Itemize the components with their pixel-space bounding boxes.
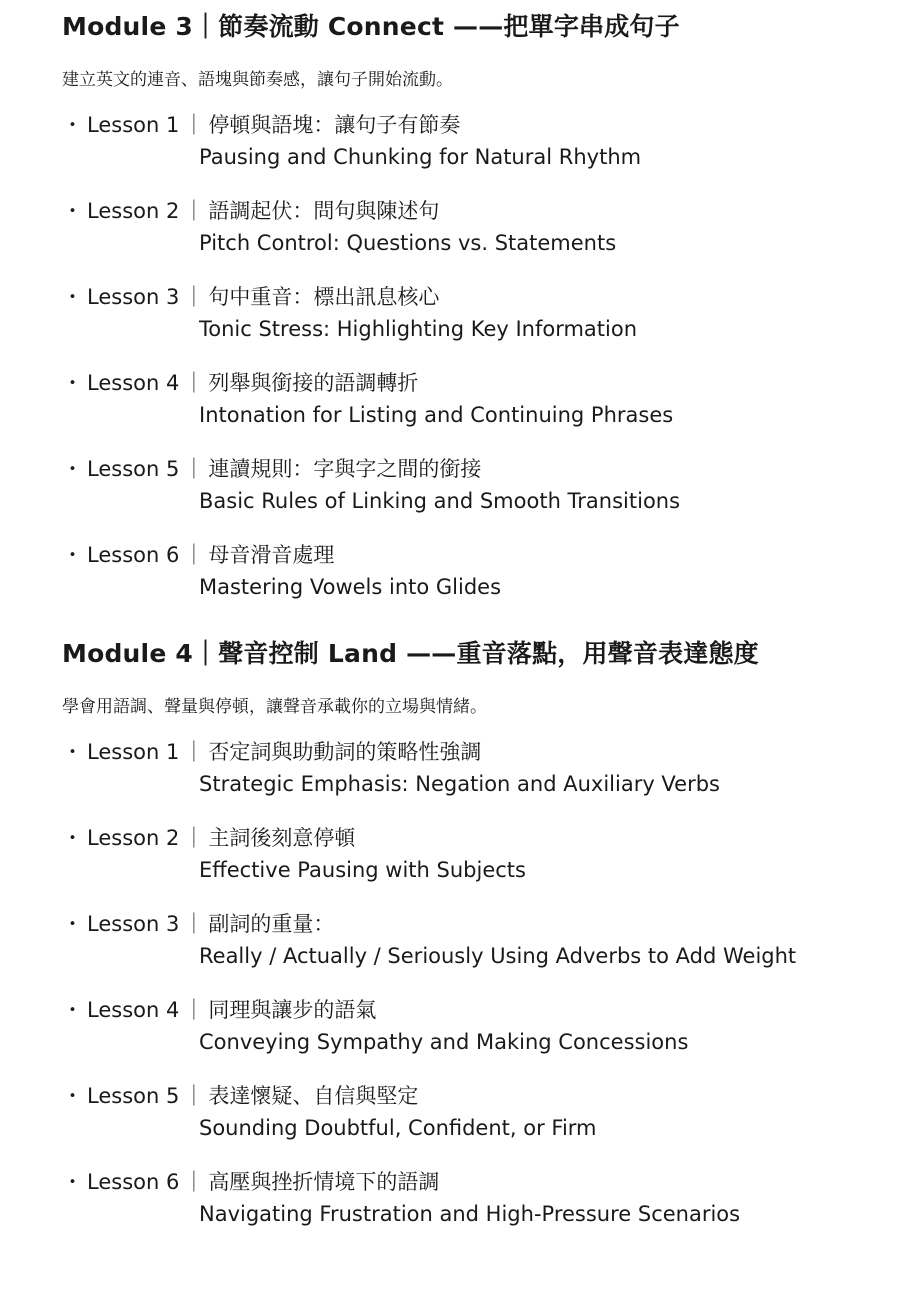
separator: ｜ <box>183 457 205 481</box>
lesson-title-en: Pitch Control: Questions vs. Statements <box>199 231 617 255</box>
separator: ｜ <box>183 199 205 223</box>
bullet: ・ <box>62 912 83 936</box>
lesson-title-en: Conveying Sympathy and Making Concessions <box>199 1030 689 1054</box>
lesson-title-zh: 列舉與銜接的語調轉折 <box>208 371 419 395</box>
lesson-item <box>62 282 882 368</box>
lesson-title-en: Pausing and Chunking for Natural Rhythm <box>199 145 642 169</box>
bullet: ・ <box>62 543 83 567</box>
lesson-title-en: Strategic Emphasis: Negation and Auxiliary Verbs <box>199 772 720 796</box>
bullet: ・ <box>62 740 83 764</box>
lesson-item <box>62 454 882 540</box>
lesson-item <box>62 196 882 282</box>
lesson-label: Lesson 2 <box>87 826 180 850</box>
lesson-label: Lesson 4 <box>87 371 180 395</box>
lesson-item <box>62 1167 882 1253</box>
lesson-label: Lesson 3 <box>87 912 180 936</box>
lesson-list <box>62 737 882 1253</box>
lesson-title-en: Intonation for Listing and Continuing Phrases <box>199 403 674 427</box>
lesson-item <box>62 368 882 454</box>
lesson-title-zh: 停頓與語塊：讓句子有節奏 <box>208 113 461 137</box>
lesson-title-en: Navigating Frustration and High-Pressure Scenarios <box>199 1202 741 1226</box>
lesson-label: Lesson 5 <box>87 1084 180 1108</box>
lesson-title-zh: 否定詞與助動詞的策略性強調 <box>208 740 482 764</box>
bullet: ・ <box>62 285 83 309</box>
separator: ｜ <box>183 1084 205 1108</box>
bullet: ・ <box>62 457 83 481</box>
lesson-title-zh: 高壓與挫折情境下的語調 <box>208 1170 440 1194</box>
lesson-item <box>62 995 882 1081</box>
bullet: ・ <box>62 1170 83 1194</box>
separator: ｜ <box>183 1170 205 1194</box>
separator: ｜ <box>183 998 205 1022</box>
lesson-item <box>62 737 882 823</box>
bullet: ・ <box>62 113 83 137</box>
separator: ｜ <box>183 285 205 309</box>
lesson-label: Lesson 5 <box>87 457 180 481</box>
lesson-title-zh: 母音滑音處理 <box>208 543 335 567</box>
separator: ｜ <box>183 912 205 936</box>
module-3 <box>62 10 882 626</box>
lesson-item <box>62 540 882 626</box>
separator: ｜ <box>183 826 205 850</box>
module-description: 建立英文的連音、語塊與節奏感，讓句子開始流動。 <box>62 70 453 90</box>
lesson-title-zh: 連讀規則：字與字之間的銜接 <box>208 457 482 481</box>
lesson-title-en: Mastering Vowels into Glides <box>199 575 502 599</box>
bullet: ・ <box>62 998 83 1022</box>
lesson-title-zh: 句中重音：標出訊息核心 <box>208 285 440 309</box>
lesson-title-en: Tonic Stress: Highlighting Key Information <box>199 317 638 341</box>
bullet: ・ <box>62 1084 83 1108</box>
lesson-title-en: Basic Rules of Linking and Smooth Transitions <box>199 489 681 513</box>
lesson-title-en: Sounding Doubtful, Confident, or Firm <box>199 1116 597 1140</box>
lesson-label: Lesson 6 <box>87 1170 180 1194</box>
lesson-label: Lesson 2 <box>87 199 180 223</box>
lesson-title-zh: 副詞的重量： <box>208 912 335 936</box>
bullet: ・ <box>62 371 83 395</box>
lesson-title-en: Really / Actually / Seriously Using Adverbs to Add Weight <box>199 944 797 968</box>
module-4 <box>62 637 882 1253</box>
lesson-title-zh: 語調起伏：問句與陳述句 <box>208 199 440 223</box>
lesson-title-zh: 表達懷疑、自信與堅定 <box>208 1084 419 1108</box>
lesson-item <box>62 1081 882 1167</box>
module-title: Module 3｜節奏流動 Connect ——把單字串成句子 <box>62 12 680 41</box>
lesson-title-zh: 同理與讓步的語氣 <box>208 998 377 1022</box>
lesson-list <box>62 110 882 626</box>
module-description: 學會用語調、聲量與停頓，讓聲音承載你的立場與情緒。 <box>62 697 487 717</box>
lesson-label: Lesson 1 <box>87 740 180 764</box>
separator: ｜ <box>183 543 205 567</box>
module-title: Module 4｜聲音控制 Land ——重音落點，用聲音表達態度 <box>62 639 759 668</box>
lesson-label: Lesson 1 <box>87 113 180 137</box>
separator: ｜ <box>183 740 205 764</box>
separator: ｜ <box>183 113 205 137</box>
lesson-item <box>62 909 882 995</box>
separator: ｜ <box>183 371 205 395</box>
bullet: ・ <box>62 826 83 850</box>
lesson-title-zh: 主詞後刻意停頓 <box>208 826 356 850</box>
lesson-label: Lesson 4 <box>87 998 180 1022</box>
bullet: ・ <box>62 199 83 223</box>
lesson-label: Lesson 3 <box>87 285 180 309</box>
lesson-label: Lesson 6 <box>87 543 180 567</box>
lesson-item <box>62 110 882 196</box>
lesson-title-en: Effective Pausing with Subjects <box>199 858 526 882</box>
lesson-item <box>62 823 882 909</box>
